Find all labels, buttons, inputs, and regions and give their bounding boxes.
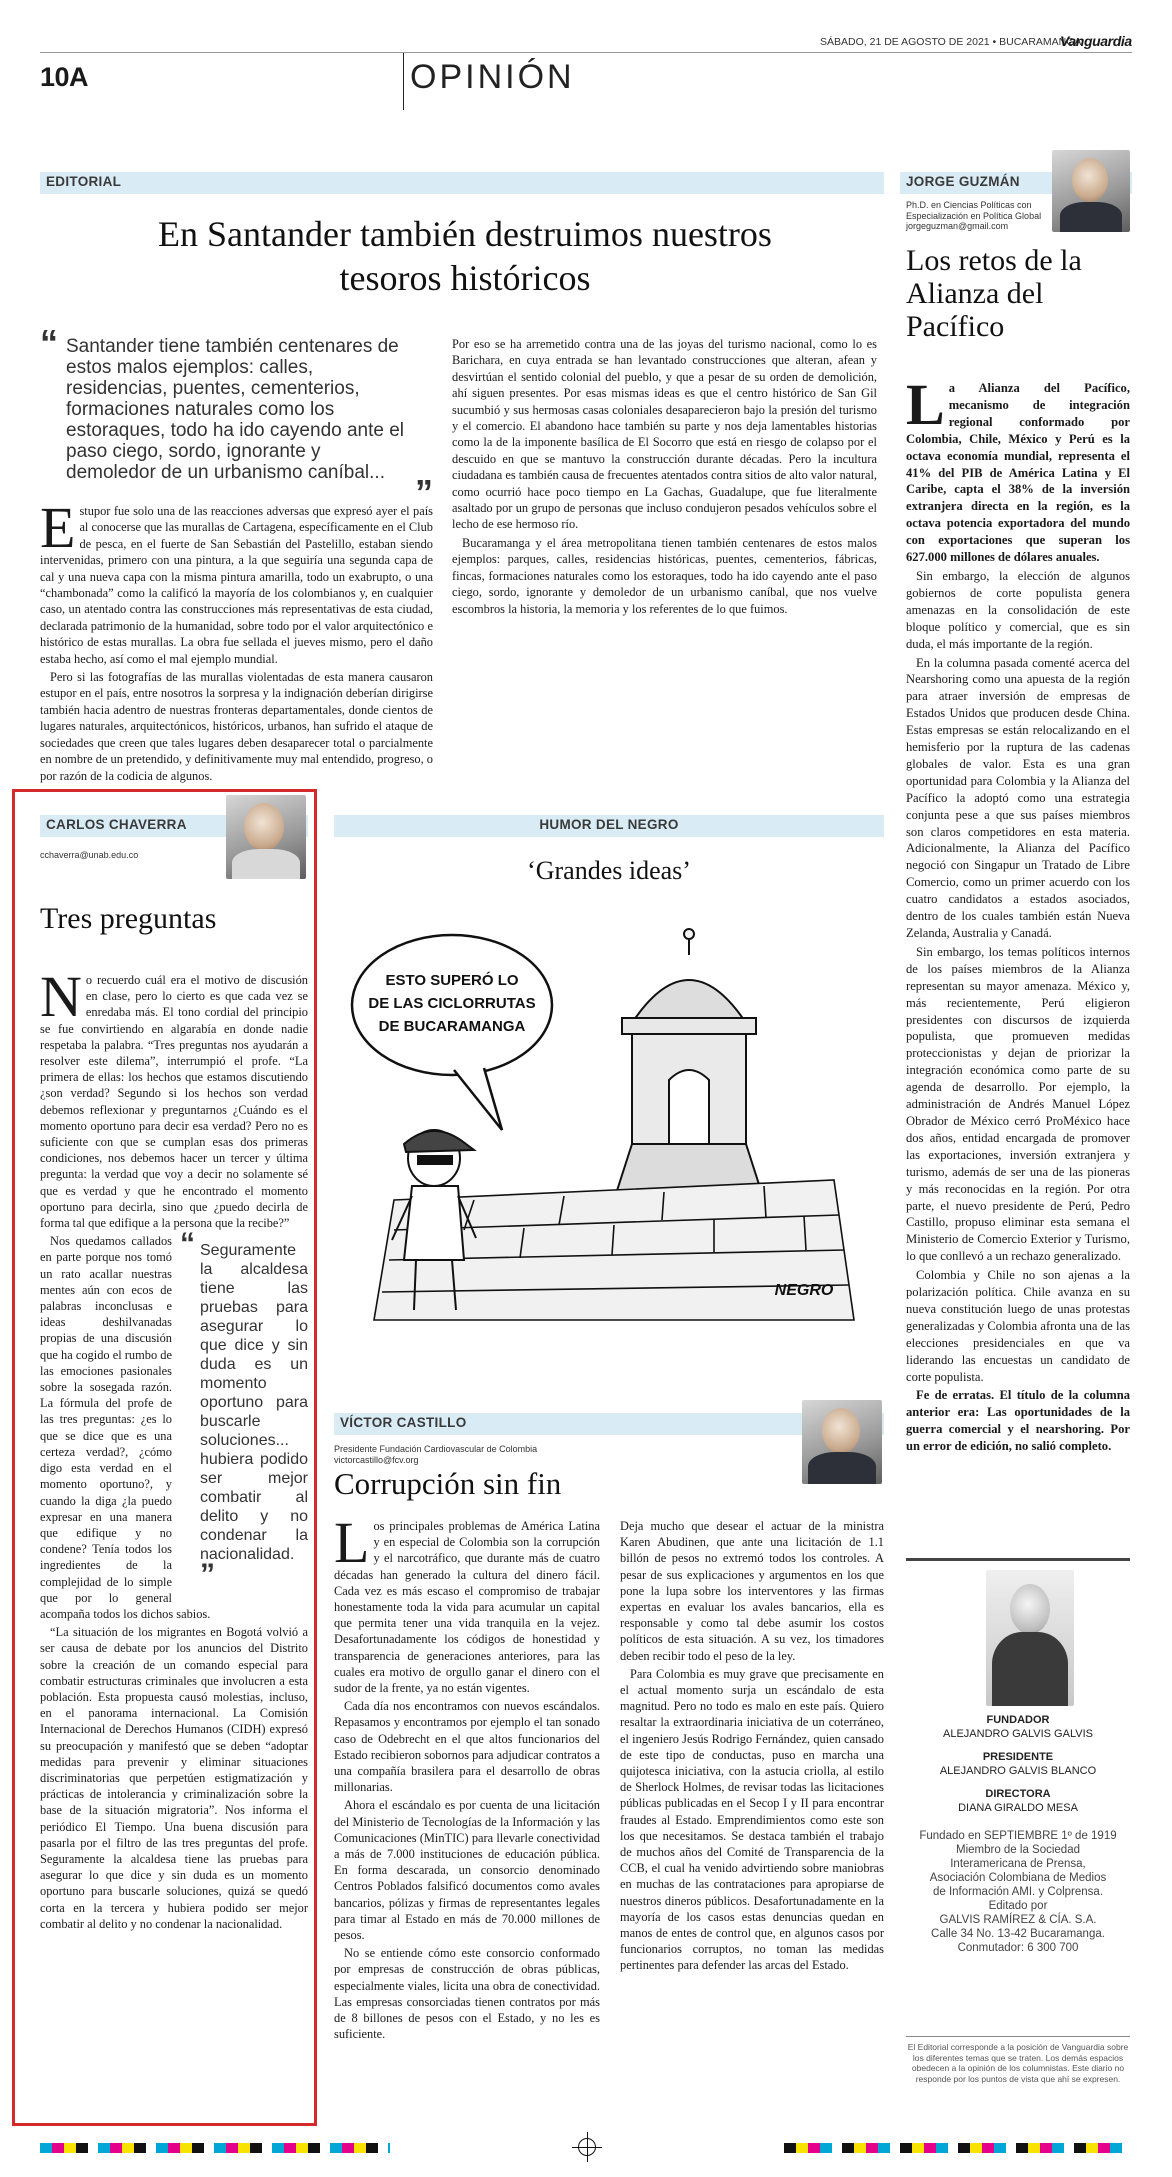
editorial-headline: En Santander también destruimos nuestros tesoros históricos [158, 214, 772, 298]
guzman-bio: Ph.D. en Ciencias Políticas con Especialización en Política Global jorgeguzman@gmail.com [906, 200, 1042, 231]
chaverra-label: CARLOS CHAVERRA [46, 817, 187, 832]
page-number: 10A [40, 62, 89, 92]
registration-cross-v [587, 2132, 588, 2162]
guzman-label: JORGE GUZMÁN [906, 174, 1020, 189]
section-title: OPINIÓN [410, 58, 575, 96]
editorial-col2: Por eso se ha arremetido contra una de las joyas del turismo nacional, como lo es Barichara, en cuya entrada se han levantado construcciones que alteran, afean y desvirtúan el sentido colonial del pueblo, y que a pesar de su orden de demolición, ahí siguen presentes. Por esas mismas ideas es que el centro histórico de San Gil sucumbió y sus hermosas casas coloniales desaparecieron bajo la presión del turismo y el comercio. El abandono hace también su parte y nos deja lamentables historias como la de la imponente basílica de El Socorro que está en riesgo de colapso por el descuido en que se mantuvo la construcción durante décadas. Pero la incultura ciudadana es también causa de frecuentes atentados contra sitios de alto valor natural, como ocurrió hace poco tiempo en La Gachas, Guadalupe, que fue literalmente asaltado por un grupo de personas que incluso condujeron pesados vehículos sobre el lecho de ese hermoso río. Bucaramanga y el área metropolitana tienen también centenares de estos malos ejemplos: parques, calles, residencias históricas, puentes, cementerios, fábricas, fincas, formaciones naturales como los estoraques, todo ha ido cayendo ante el paso ciego, sordo, ignorante y demoledor de un urbanismo caníbal, que nos vuelve escombros la historia, la memoria y los referentes de lo que fuimos. [452, 337, 877, 616]
humor-label: HUMOR DEL NEGRO [539, 817, 679, 832]
bubble-line-2: DE LAS CICLORRUTAS [368, 995, 536, 1012]
garita-drawing [614, 929, 764, 1200]
editorial-band [40, 172, 884, 194]
editorial-label: EDITORIAL [46, 174, 122, 189]
castillo-col1: Los principales problemas de América Latina y en especial de Colombia son la corrupción y el narcotráfico, que durante más de cuatro décadas han generado la cultura del dinero fácil. Cada vez es más escaso el compromiso de trabajar honestamente toda la vida para acumular un capital que permita tener una vida tranquila en la vejez. Desafortunadamente los códigos de honestidad y transparencia de generaciones anteriores, para las cuales era motivo de orgullo ganar el dinero con el sudor de la frente, ya no están vigentes. Cada día nos encontramos con nuevos escándalos. Repasamos y encontramos por ejemplo el tan sonado caso de Odebrecht en el que altos funcionarios del Estado recibieron sobornos para adjudicar contratos a una compañía brasilera para el desarrollo de obras millonarias. Ahora el escándalo es por cuenta de una licitación del Ministerio de Tecnologías de la Información y las Comunicaciones (MinTIC) para llevarle conectividad a más de 7.000 instituciones de educación pública. En forma descarada, un consorcio denominado Centros Poblados falsificó documentos como avales bancarios, pólizas y firmas de representantes legales para timar al Estado en más de 70.000 millones de pesos. No se entiende cómo este consorcio conformado por empresas de construcción de obras públicas, especialmente viales, licita una obra de conectividad. Las empresas consorciadas tienen contratos por más de 8 billones de pesos con el Estado, y no les es suficiente. [334, 1510, 600, 2042]
castillo-title: Corrupción sin fin [334, 1466, 562, 1501]
open-quote-icon: “ [180, 1227, 195, 1261]
chaverra-photo [226, 795, 306, 879]
editorial-body-1: Estupor fue solo una de las reacciones adversas que expresó ayer el país al conocerse que las murallas de Cartagena, específicamente en el Club de pesca, en el fuerte de San Sebastián del Pastelillo, estaban siendo intervenidas, primero con una pintura, a la que seguiría una segunda capa de cal y una nueva capa con la misma pintura amarilla, todo un exabrupto, o una “chambonada” como la calificó la mayoría de los colombianos y, en cualquier caso, un atentado contra las construcciones más representativas de esta ciudad, declarada patrimonio de la humanidad, sobre todo por el valor arquitectónico e histórico de estas murallas. La obra fue sellada el jueves mismo, pero el daño estaba hecho, así como el mal ejemplo mundial. Pero si las fotografías de las murallas violentadas de esta manera causaron estupor en el país, entre nosotros la sorpresa y la indignación deberían dirigirse también hacia adentro de nuestras fronteras departamentales, donde cientos de lugares naturales, arquitectónicos, históricos, urbanos, han sufrido el ataque de sociedades que creen que tales lugares deben desaparecer total o parcialmente en nombre de un pretendido, y definitivamente muy mal entendido, progreso, o por razón de la codicia de algunos. [40, 495, 433, 783]
brand-logo: Vanguardia [1060, 33, 1132, 49]
bubble-line-1: ESTO SUPERÓ LO [385, 972, 519, 989]
masthead-rule-top [906, 1558, 1130, 1561]
masthead: FUNDADOR ALEJANDRO GALVIS GALVIS PRESIDENTE ALEJANDRO GALVIS BLANCO DIRECTORA DIANA GIRALDO MESA Fundado en SEPTIEMBRE 1º de 1919 Miembro de la Sociedad Interamericana de Prensa, Asociación Colombiana de Medios de Información AMI. y Colprensa. Editado por GALVIS RAMÍREZ & CÍA. S.A. Calle 34 No. 13-42 Bucaramanga. Conmutador: 6 300 700 [919, 1714, 1117, 1954]
chaverra-pullquote: “ Seguramente la alcaldesa tiene las pruebas para asegurar lo que dice y sin duda es un momento oportuno para buscarle soluciones... hubiera podido ser mejor combatir al delito y no condenar la nacionalidad. ” [180, 1227, 308, 1592]
dateline: SÁBADO, 21 DE AGOSTO DE 2021 • BUCARAMANGA [820, 36, 1082, 48]
castillo-col2: Deja mucho que desear el actuar de la ministra Karen Abudinen, que ante una licitación de 1.1 billón de pesos no extremó todos los controles. A pesar de sus explicaciones y argumentos en los que pone la lupa sobre los interventores y las firmas expertas en evaluar los avales bancarios, ella es responsable y como tal debe asumir los costos políticos de esta situación. A su vez, los timadores deben recibir todo el peso de la ley. Para Colombia es muy grave que precisamente en el actual momento surja un escándalo de esta magnitud. Pero no todo es malo en este país. Quiero resaltar la extraordinaria iniciativa de un coterráneo, el ingeniero Jesús Rodrigo Fernández, quien cansado de este tipo de conductas, puso en marcha una quijotesca iniciativa, con la astucia criolla, al estilo de Sherlock Holmes, de revisar todas las licitaciones públicas publicadas en el Secop I y II para encontrar fraudes al Estado. Emprendimientos como este son los que necesitamos. Se destaca también el trabajo de muchos años del Comité de Transparencia de la CCB, el cual ha venido advirtiendo sobre maniobras en muchas de las contrataciones para apropiarse de nuestros dineros públicos. Desafortunadamente en la mayoría de los casos estas denuncias quedan en manos de entes de control que, en algunos casos por funcionarios corruptos, no toman las medidas pertinentes para defender las arcas del Estado. [620, 1519, 884, 1973]
color-bar-left [40, 2143, 390, 2153]
header-divider [403, 52, 404, 110]
cartoon [334, 900, 884, 1340]
close-quote-icon: ” [415, 472, 433, 513]
chaverra-email: cchaverra@unab.edu.co [40, 850, 139, 860]
close-quote-icon: ” [200, 1558, 215, 1592]
editorial-pullquote: “ Santander tiene también centenares de estos malos ejemplos: calles, residencias, puentes, cementerios, formaciones naturales como los estoraques, todo ha ido cayendo ante el paso ciego, sordo, ignorante y demoledor de un urbanismo caníbal... ” [40, 322, 433, 513]
editorial-col1 [40, 322, 433, 786]
disclaimer: El Editorial corresponde a la posición de Vanguardia sobre los diferentes temas que se traten. Los demás espacios obedecen a la opinión de los columnistas. Este diario no responde por los puntos de vista que ahí se expresen. [907, 2042, 1129, 2084]
castillo-bio: Presidente Fundación Cardiovascular de Colombia victorcastillo@fcv.org [334, 1444, 538, 1465]
castillo-photo [802, 1400, 882, 1484]
cartoon-signature: NEGRO [774, 1282, 834, 1299]
color-bar-right [784, 2143, 1132, 2153]
guzman-body: La Alianza del Pacífico, mecanismo de integración regional conformado por Colombia, Chile, México y Perú es la octava economía mundial, representa el 41% del PIB de América Latina y El Caribe, capta el 38% de la inversión extranjera directa en la región, es la octava potencia exportadora del mundo con exportaciones que superan los 627.000 millones de dólares anuales. Sin embargo, la elección de algunos gobiernos de corte populista genera amenazas en la consolidación de este bloque político y comercial, que es sin duda, el más importante de la región. En la columna pasada comenté acerca del Nearshoring como una apuesta de la región para atraer inversión de empresas de Estados Unidos que producen desde China. Estas empresas se están relocalizando en el hemisferio por la ruptura de las cadenas globales de valor. Esta es una gran oportunidad para Colombia y la Alianza del Pacífico la adoptó como una estrategia conjunta pese a que sus países miembros son claros competidores en esta materia. Adicionalmente, la Alianza del Pacífico negoció con Singapur un Tratado de Libre Comercio, como un primer acuerdo con los cuatro candidatos a estados asociados, dentro de los cuales también están Nueva Zelanda, Australia y Canadá. Sin embargo, los temas políticos internos de los países miembros de la Alianza representan su mayor amenaza. México y, más recientemente, Perú eligieron presidentes con discursos de izquierda populista, que promueven medidas proteccionistas y dejan de priorizar la integración económica como parte de su agenda de desarrollo. Por ejemplo, la administración de Andrés Manuel López Obrador de México cerró ProMéxico hace dos años, entidad encargada de promover las exportaciones, inversión extranjera y turismo, además de ser una de las pioneras y más reconocidas en la región. Por otra parte, el nuevo presidente de Perú, Pedro Castillo, propuso eliminar esta semana el Ministerio de Comercio Exterior y Turismo, lo que conllevó a un rechazo generalizado. Colombia y Chile no son ajenas a la polarización política. Chile avanza en su nueva constitución luego de unas protestas generalizadas y Colombia afronta una de las elecciones presidenciales en que va liderando las encuestas un candidato de corte populista. Fe de erratas. El título de la columna anterior era: Las oportunidades de la guerra comercial y el nearshoring. Por un error de edición, no salió completo. [906, 372, 1130, 1454]
chaverra-body: No recuerdo cuál era el motivo de discusión en clase, pero lo cierto es que cada vez se enredaba más. El tono cordial del principio se fue convirtiendo en algarabía en donde nadie respetaba la palabra. “Tres preguntas nos ayudarán a resolver este dilema”, interrumpió el profe. “La primera de ellas: los hechos que estamos discutiendo ¿son verdad? Segundo si los hechos son verdad debemos reflexionar y preguntarnos ¿Cuándo es el momento oportuno para decir esa verdad? Pero no es suficiente con que se cumplan esas dos primeras condiciones, nos debemos hacer un tercer y última pregunta: la verdad que voy a decir no solamente sé que es verdad y que he encontrado el momento oportuno para decirla, sino que ¿puedo decirla de forma tal que edifique a la persona que la recibe?” “ Seguramente la alcaldesa tiene las pruebas para asegurar lo que dice y sin duda es un momento oportuno para buscarle soluciones... hubiera podido ser mejor combatir al delito y no condenar la nacionalidad. ” Nos quedamos callados en parte porque nos tomó un rato acallar nuestras mentes aún con ecos de palabras inconclusas e ideas deshilvanadas propias de una discusión que ha cogido el rumbo de las emociones pasionales sobre la sosegada razón. La fórmula del profe de las tres preguntas: ¿es lo que se dice que es una certeza verdad?, ¿cómo digo esta verdad en el momento oportuno?, y cuando la diga ¿la puedo expresar en una manera que edifique y no condene? Tenía todos los ingredientes de la complejidad de lo simple que por lo general acompaña todos los dichos sabios. “La situación de los migrantes en Bogotá volvió a ser causa de debate por los anuncios del Distrito sobre la creación de un comando especial para combatir estructuras criminales que involucren a esta población. Esta propuesta causó molestias, incluso, en el panorama internacional. La Comisión Internacional de Derechos Humanos (CIDH) expresó su preocupación y manifestó que se deben “adoptar medidas para prevenir y eliminar situaciones discriminatorias que perpetúen estigmatización y prácticas de intolerancia y criminalización sobre la base de la situación migratoria”. Nos informa el periódico El Tiempo. Una buena discusión para pasarla por el filtro de las tres preguntas del profe. Seguramente la alcaldesa tiene las pruebas para asegurar lo que dice y sin duda es un momento oportuno para buscarle soluciones, quizá se quedó corta en la tercera y hubiera podido ser mejor combatir al delito y no condenar la nacionalidad. [40, 964, 308, 1931]
guzman-photo [1052, 150, 1130, 232]
masthead-rule-bottom [906, 2036, 1130, 2037]
chaverra-title: Tres preguntas [40, 902, 217, 935]
humor-title: ‘Grandes ideas’ [527, 856, 691, 885]
castillo-label: VÍCTOR CASTILLO [340, 1415, 467, 1430]
bubble-line-3: DE BUCARAMANGA [378, 1018, 526, 1035]
founder-portrait [986, 1570, 1074, 1706]
open-quote-icon: “ [40, 322, 58, 363]
guzman-title: Los retos de la Alianza del Pacífico [906, 244, 1082, 343]
header-rule [40, 52, 1132, 53]
